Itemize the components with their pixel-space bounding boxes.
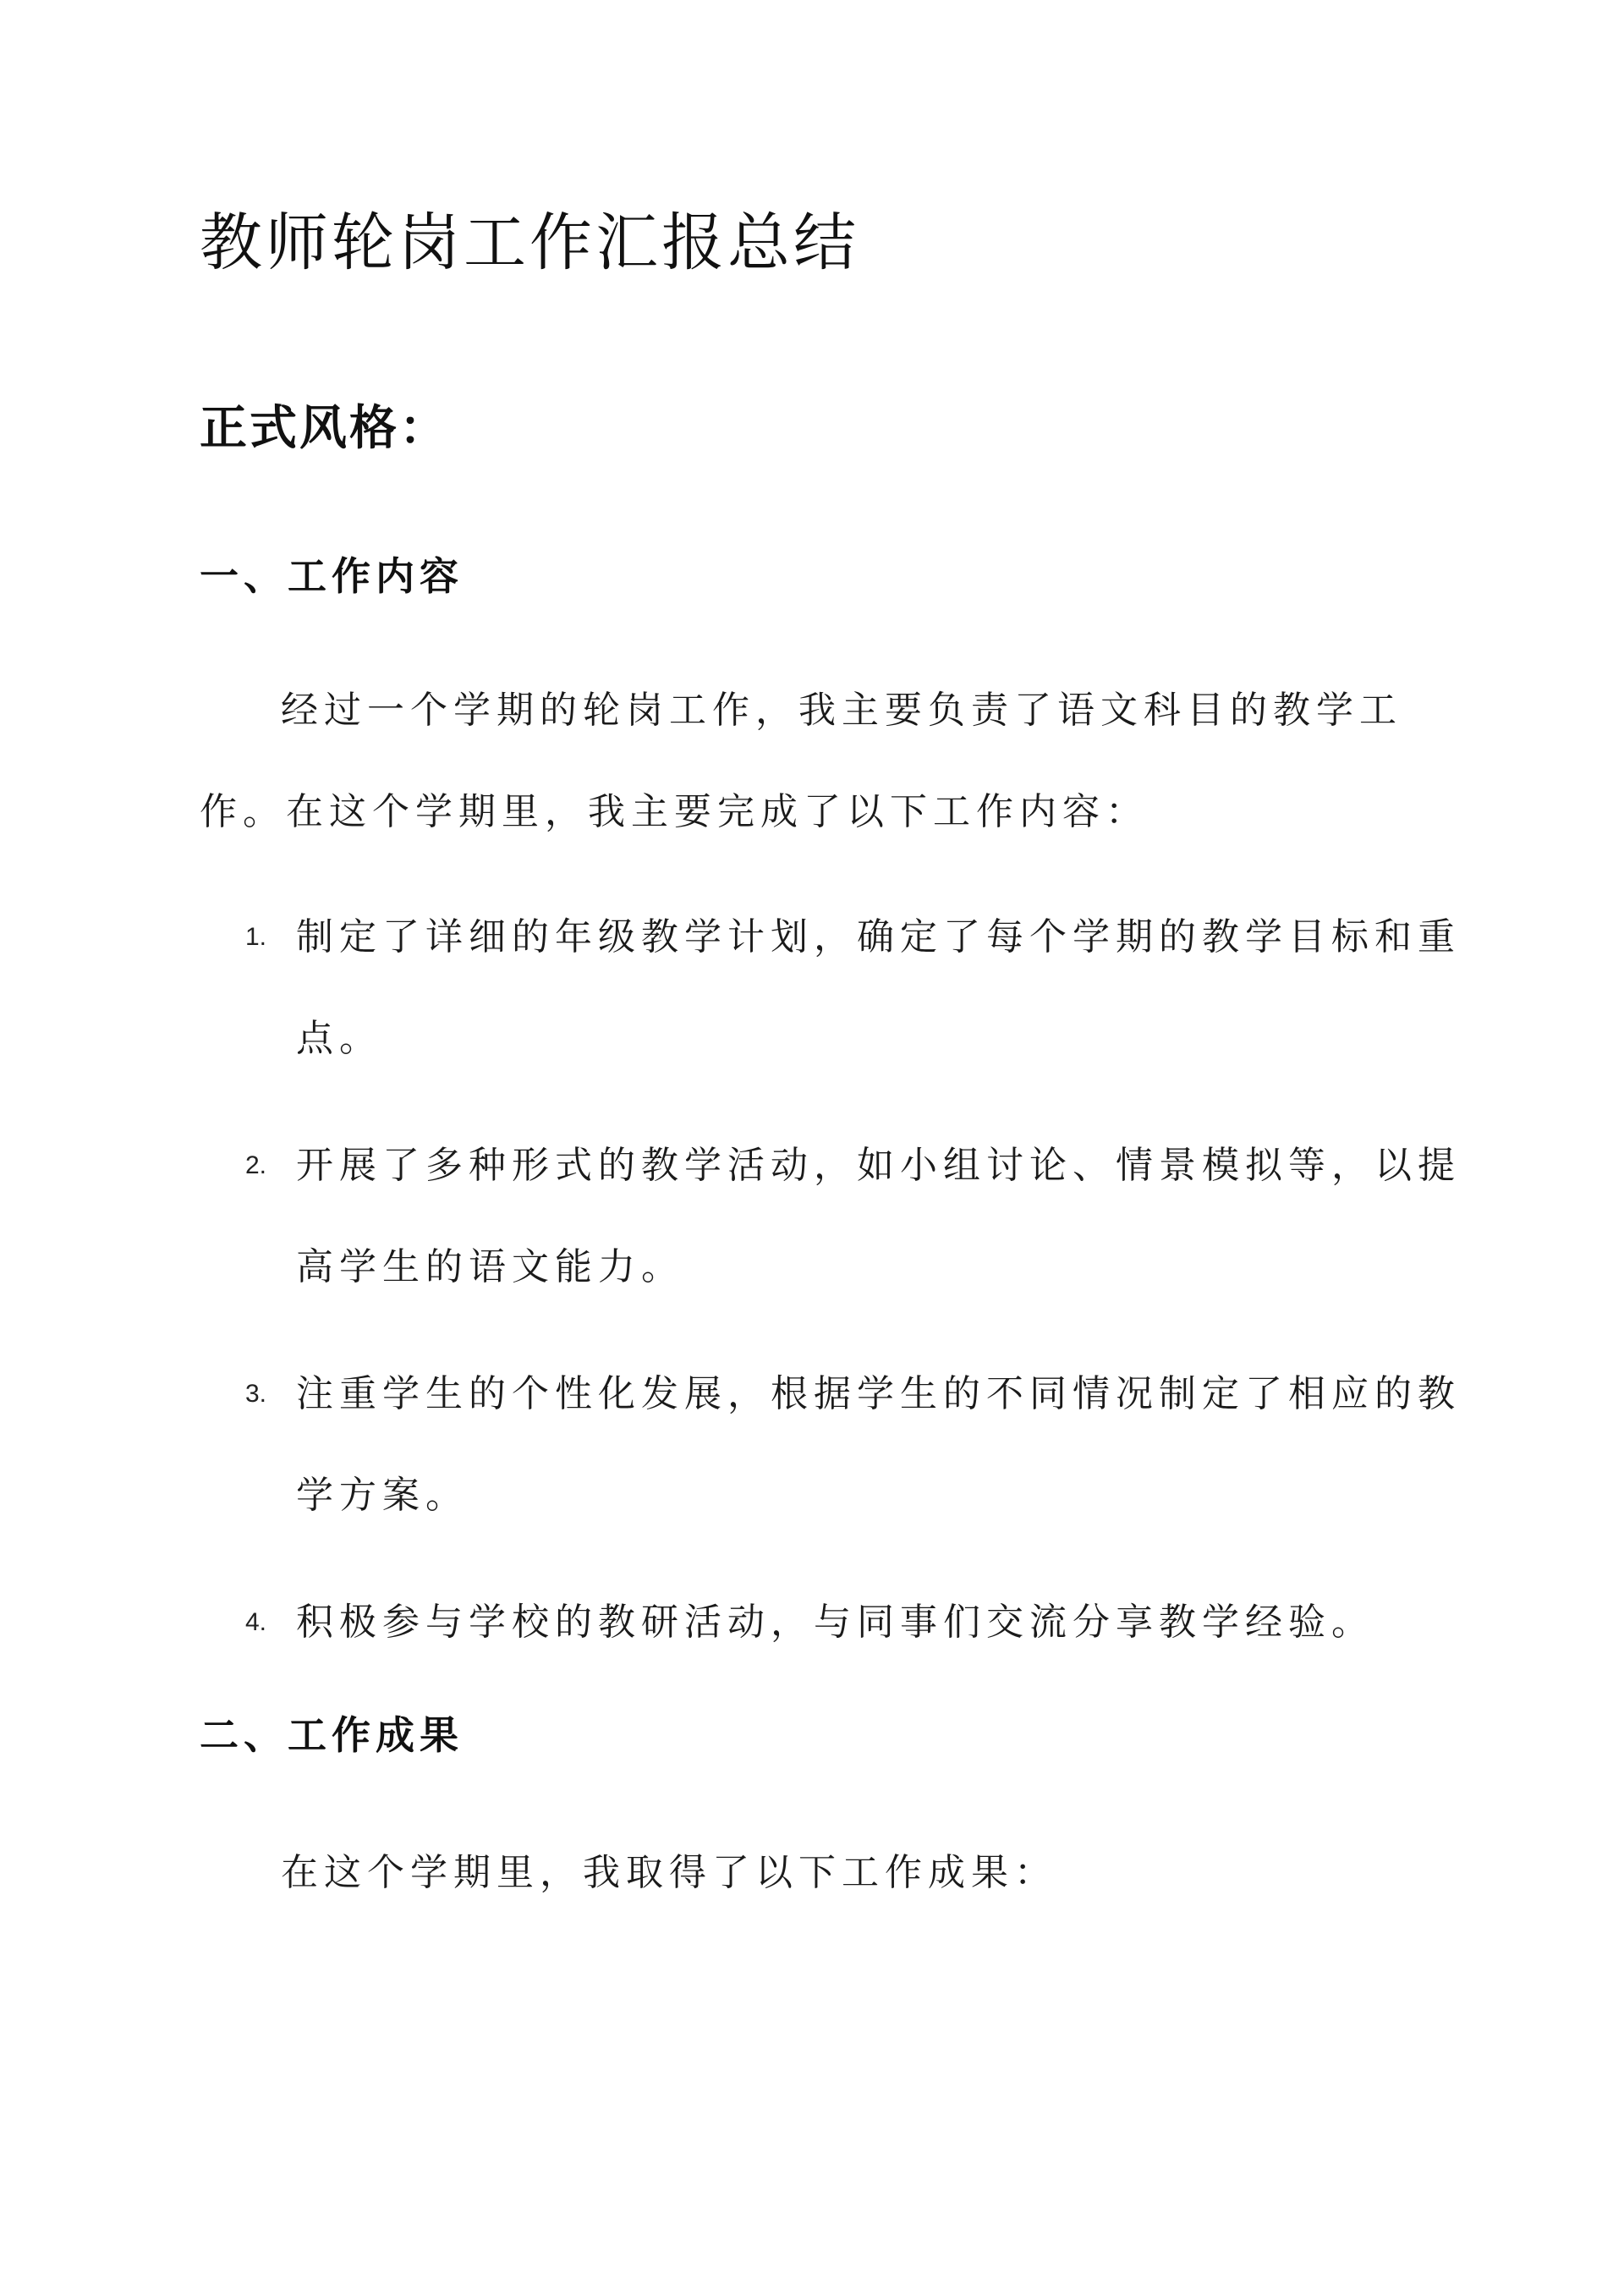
list-item-number: 1. xyxy=(245,923,267,951)
list-item xyxy=(200,887,1468,1090)
list-item-text: 制定了详细的年级教学计划，确定了每个学期的教学目标和重点。 xyxy=(296,915,1461,1060)
section-intro-paragraph: 经过一个学期的轮岗工作，我主要负责了语文科目的教学工作。在这个学期里，我主要完成了以下工作内容： xyxy=(200,689,1402,833)
list-item-text: 开展了多种形式的教学活动，如小组讨论、情景模拟等，以提高学生的语文能力。 xyxy=(296,1144,1461,1288)
section-heading-work-results: 二、工作成果 xyxy=(200,1712,464,1758)
list-item xyxy=(200,1572,1468,1673)
style-label: 正式风格： xyxy=(200,400,449,456)
list-item xyxy=(200,1343,1468,1546)
list-item xyxy=(200,1115,1468,1318)
list-item-number: 3. xyxy=(245,1380,267,1408)
work-content-list xyxy=(200,887,1468,1699)
list-item-number: 2. xyxy=(245,1151,267,1179)
list-item-number: 4. xyxy=(245,1608,267,1636)
list-item-text: 积极参与学校的教研活动，与同事们交流分享教学经验。 xyxy=(296,1601,1374,1644)
section-heading-work-content: 一、工作内容 xyxy=(200,553,464,599)
section-intro-paragraph: 在这个学期里，我取得了以下工作成果： xyxy=(281,1851,1057,1894)
list-item-text: 注重学生的个性化发展，根据学生的不同情况制定了相应的教学方案。 xyxy=(296,1372,1461,1517)
document-title: 教师轮岗工作汇报总结 xyxy=(200,206,859,279)
